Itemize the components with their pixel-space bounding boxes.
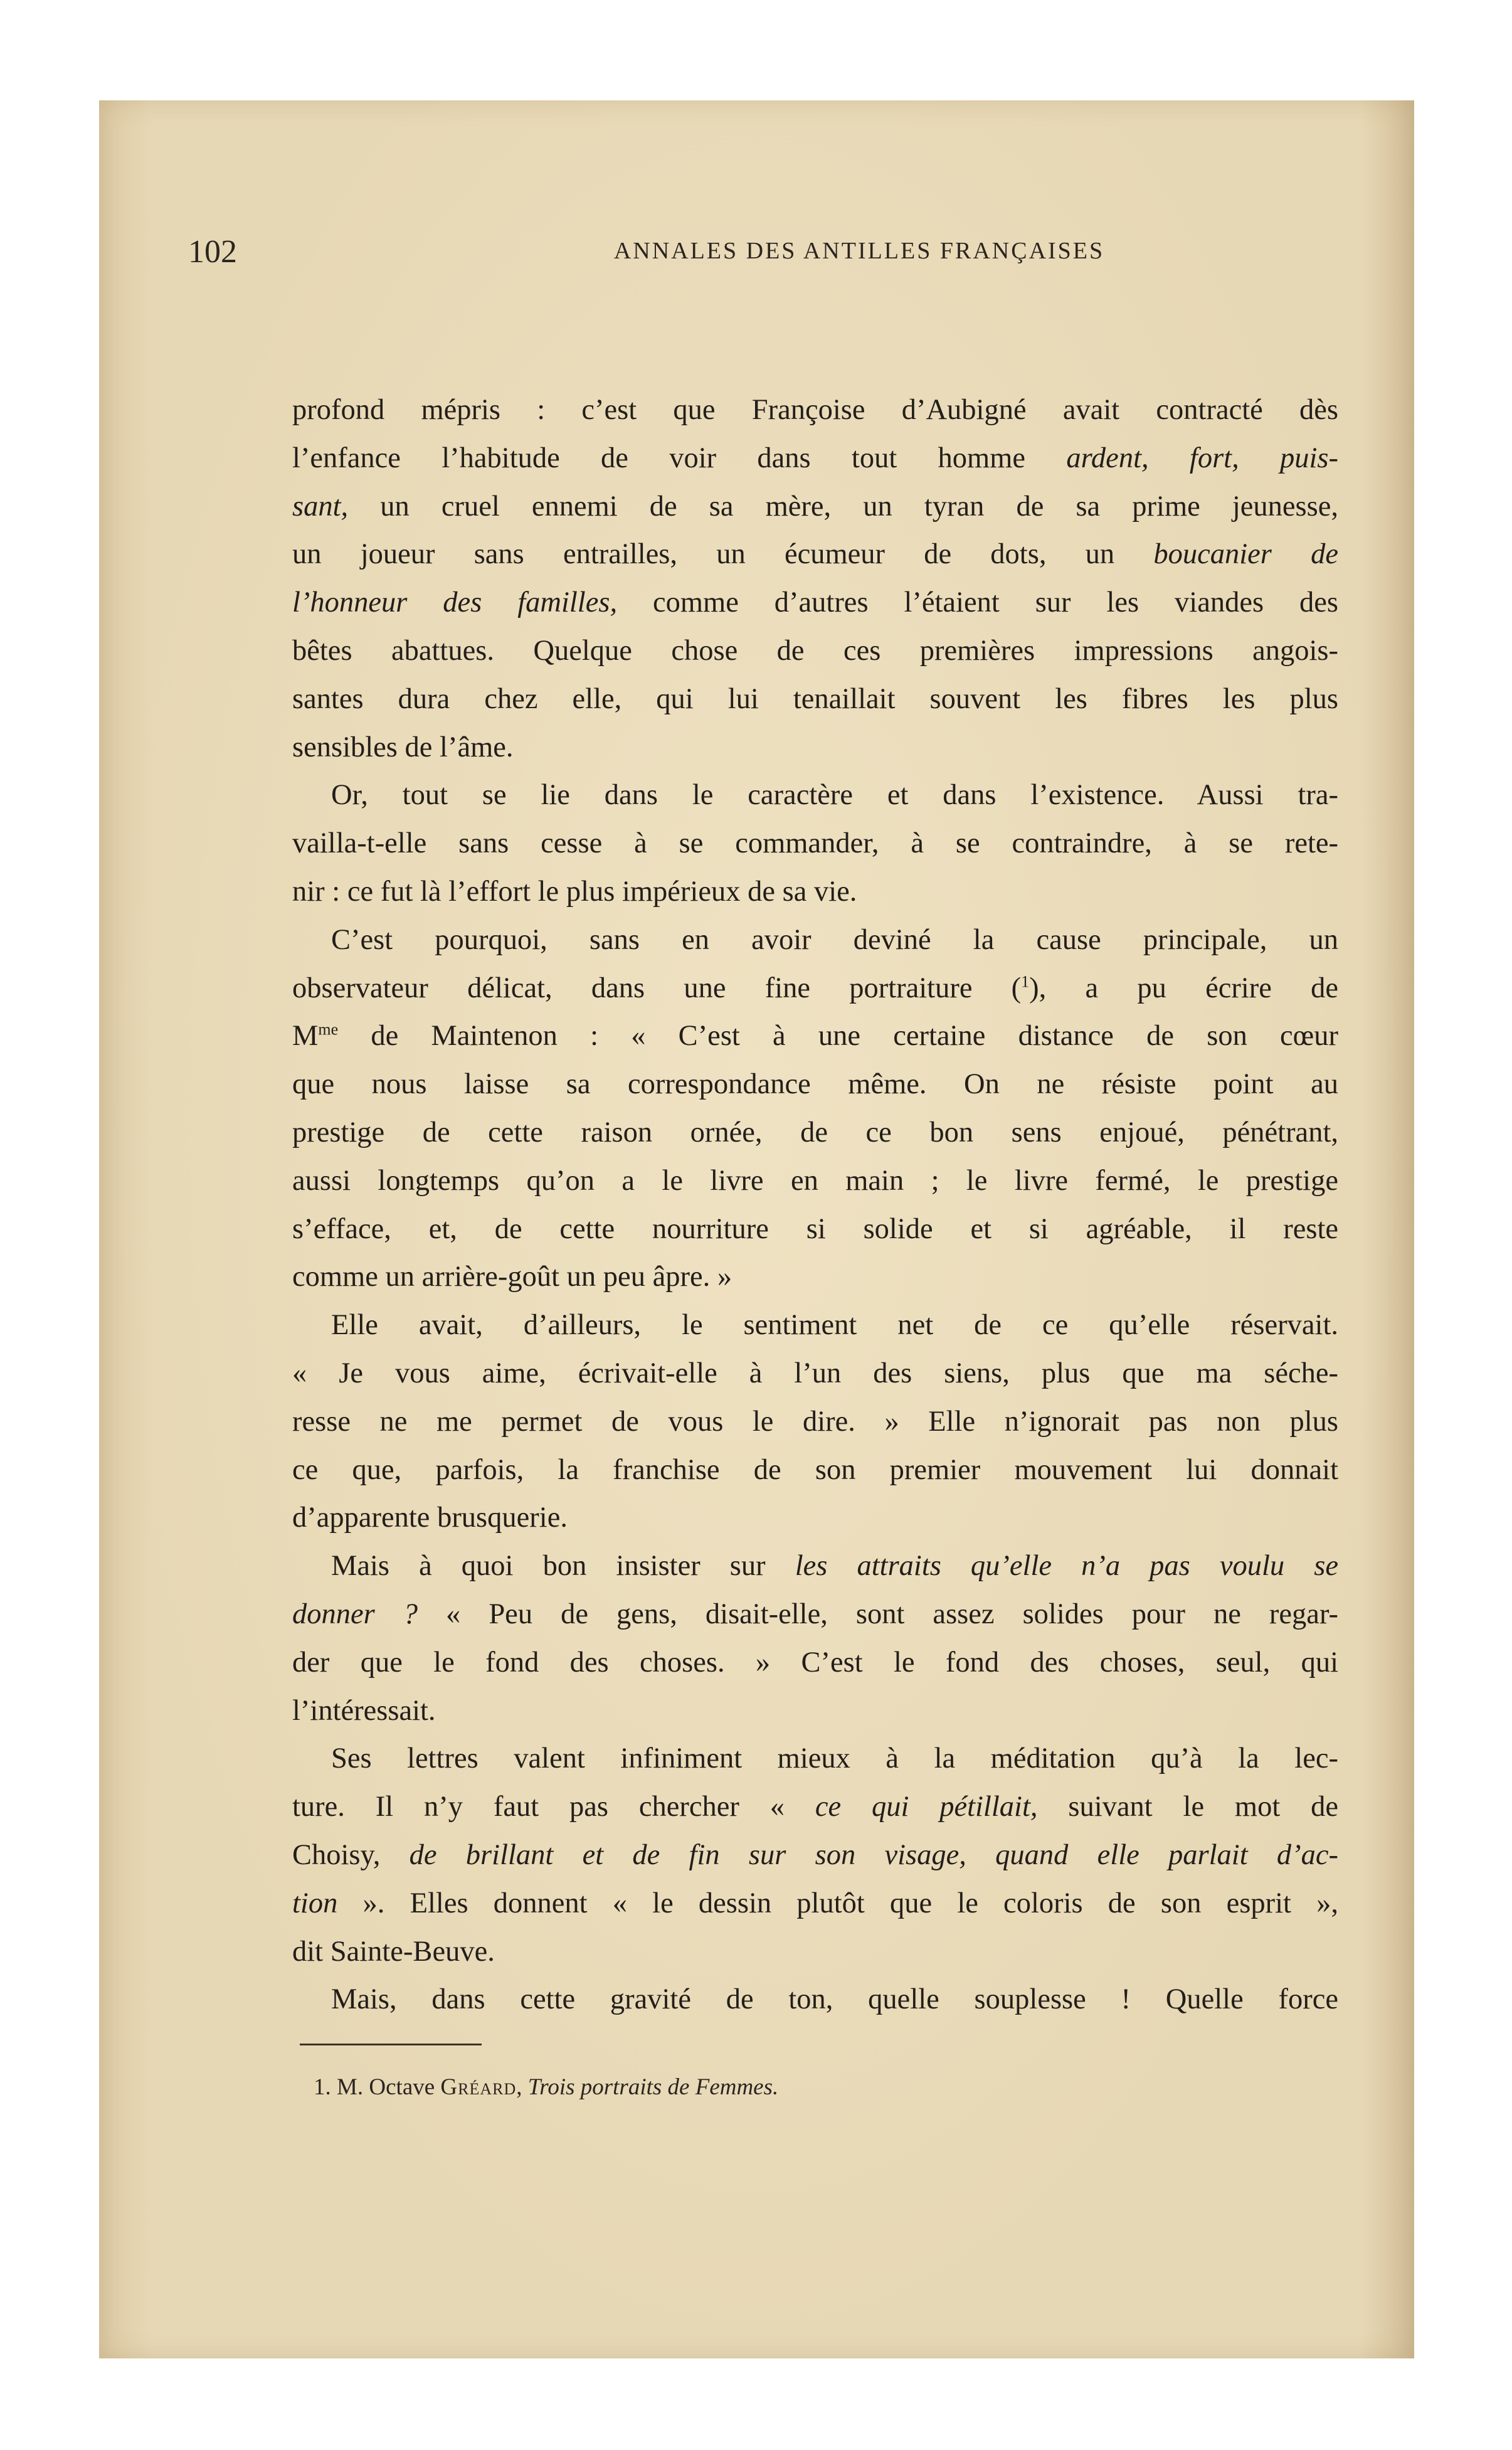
text-line: que nous laisse sa correspondance même. On ne résiste point au bbox=[292, 1068, 1338, 1101]
text-line: l’honneur des familles, comme d’autres l’étaient sur les viandes des bbox=[292, 586, 1338, 619]
text-line: santes dura chez elle, qui lui tenaillait souvent les fibres les plus bbox=[292, 682, 1338, 715]
text-line: comme un arrière-goût un peu âpre. » bbox=[292, 1261, 732, 1293]
text-line: vailla-t-elle sans cesse à se commander, à se contraindre, à se rete- bbox=[292, 827, 1338, 860]
text-line: C’est pourquoi, sans en avoir deviné la cause principale, un bbox=[331, 923, 1338, 956]
text-line: tion ». Elles donnent « le dessin plutôt que le coloris de son esprit », bbox=[292, 1887, 1338, 1919]
text-line: Elle avait, d’ailleurs, le sentiment net de ce qu’elle réservait. bbox=[331, 1309, 1338, 1342]
text-line: dit Sainte-Beuve. bbox=[292, 1935, 495, 1968]
text-line: resse ne me permet de vous le dire. » Elle n’ignorait pas non plus bbox=[292, 1405, 1338, 1438]
text-line: $M^{me}$ de Maintenon : « C’est à une certaine distance de son cœur bbox=[292, 1020, 1338, 1053]
text-line: nir : ce fut là l’effort le plus impérieux de sa vie. bbox=[292, 875, 857, 908]
text-line: un joueur sans entrailles, un écumeur de dots, un boucanier de bbox=[292, 538, 1338, 571]
text-line: sant, un cruel ennemi de sa mère, un tyran de sa prime jeunesse, bbox=[292, 490, 1338, 522]
text-line: aussi longtemps qu’on a le livre en main ; le livre fermé, le prestige bbox=[292, 1164, 1338, 1197]
text-line: observateur délicat, dans une fine portraiture ($^1$), a pu écrire de bbox=[292, 972, 1338, 1004]
text-line: Choisy, de brillant et de fin sur son visage, quand elle parlait d’ac- bbox=[292, 1838, 1339, 1871]
page-number: 102 bbox=[188, 234, 237, 270]
text-line: ce que, parfois, la franchise de son premier mouvement lui donnait bbox=[292, 1453, 1338, 1486]
text-line: donner ? « Peu de gens, disait-elle, sont assez solides pour ne regar- bbox=[292, 1598, 1338, 1630]
text-line: Ses lettres valent infiniment mieux à la méditation qu’à la lec- bbox=[331, 1742, 1338, 1775]
footnote-rule bbox=[300, 2044, 482, 2045]
page-header bbox=[188, 233, 1342, 271]
text-line: l’intéressait. bbox=[292, 1694, 436, 1727]
text-line: sensibles de l’âme. bbox=[292, 731, 514, 763]
footnote-author: Gréard bbox=[440, 2074, 517, 2100]
footnote-marker: 1 bbox=[1021, 972, 1030, 991]
text-line: der que le fond des choses. » C’est le fond des choses, seul, qui bbox=[292, 1646, 1338, 1678]
text-line: ture. Il n’y faut pas chercher « ce qui pétillait, suivant le mot de bbox=[292, 1791, 1339, 1823]
footnote-number: 1. bbox=[314, 2074, 331, 2100]
running-title: ANNALES DES ANTILLES FRANÇAISES bbox=[613, 238, 1105, 264]
text-line: « Je vous aime, écrivait-elle à l’un des siens, plus que ma séche- bbox=[292, 1357, 1338, 1389]
text-line: Mais à quoi bon insister sur les attraits qu’elle n’a pas voulu se bbox=[331, 1550, 1338, 1583]
body-text bbox=[292, 386, 1338, 2024]
footnote: 1. M. Octave Gréard, Trois portraits de Femmes. bbox=[314, 2074, 779, 2100]
footnote-title: Trois portraits de Femmes. bbox=[527, 2074, 779, 2100]
text-line: bêtes abattues. Quelque chose de ces premières impressions angois- bbox=[292, 634, 1338, 667]
text-line: prestige de cette raison ornée, de ce bon sens enjoué, pénétrant, bbox=[292, 1116, 1338, 1148]
text-line: l’enfance l’habitude de voir dans tout homme ardent, fort, puis- bbox=[292, 442, 1338, 474]
text-line: s’efface, et, de cette nourriture si solide et si agréable, il reste bbox=[292, 1212, 1338, 1245]
text-line: Mais, dans cette gravité de ton, quelle souplesse ! Quelle force bbox=[331, 1983, 1338, 2016]
text-line: profond mépris : c’est que Françoise d’Aubigné avait contracté dès bbox=[292, 394, 1338, 426]
text-line: Or, tout se lie dans le caractère et dans l’existence. Aussi tra- bbox=[331, 779, 1338, 812]
text-line: d’apparente brusquerie. bbox=[292, 1502, 568, 1534]
